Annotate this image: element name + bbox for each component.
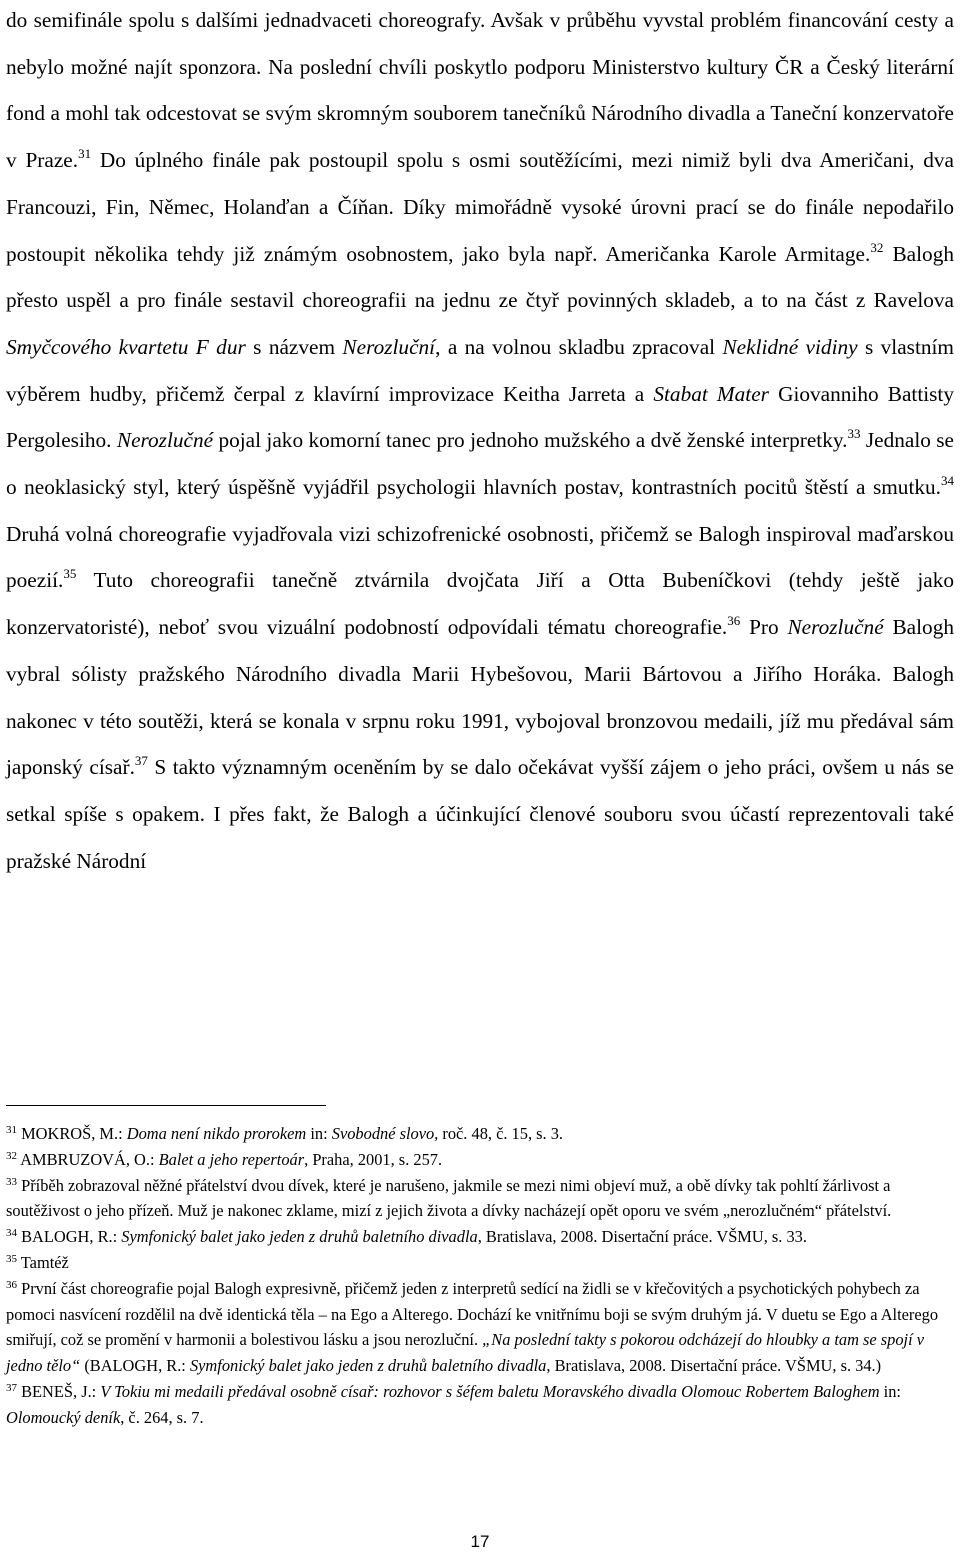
footnote-number: 33 <box>6 1175 17 1188</box>
page-number: 17 <box>470 1532 490 1551</box>
body-text-run: , a na volnou skladbu zpracoval <box>435 334 723 359</box>
footnote-reference: 33 <box>847 426 861 442</box>
body-text-run: Pro <box>740 615 788 640</box>
footnote-italic-title: Olomoucký deník <box>6 1407 121 1427</box>
footnote-text: První část choreografie pojal Balogh expresivně, přičemž jeden z interpretů sedící na židli se v křečovitých a psychotických pohybech za pomoci nasvícení rozdělil na dvě identická těla – na Ego a Alterego. Dochází ke vnitřnímu boji se svým druhým já. V duetu se Ego a Alterego smiřují, což se promění v harmonii a bolestivou lásku a jsou nerozluční. <box>6 1278 939 1350</box>
footnote-italic-title: Symfonický balet jako jeden z druhů baletního divadla <box>189 1356 547 1376</box>
body-text-run: Balogh přesto uspěl a pro finále sestavil choreografii na jednu ze čtyř povinných skladeb, a to na část z Ravelova <box>6 241 954 313</box>
footnote-reference: 32 <box>870 239 884 255</box>
footnote-reference: 31 <box>78 146 92 162</box>
footnote-number: 35 <box>6 1252 17 1265</box>
footnote-35 <box>6 1250 950 1276</box>
body-text-run: Giovanniho Battisty Pergolesiho. <box>6 381 955 453</box>
footnote-32 <box>6 1147 950 1173</box>
footnotes <box>6 1121 950 1431</box>
footnote-text: MOKROŠ, M.: <box>17 1124 127 1143</box>
italic-title: Neklidné vidiny <box>722 334 858 359</box>
italic-title: Nerozlučné <box>116 428 214 453</box>
body-text-run: s názvem <box>245 334 343 359</box>
footnote-31 <box>6 1121 950 1147</box>
footnote-reference: 37 <box>134 753 148 769</box>
footnote-text: Příběh zobrazoval něžné přátelství dvou dívek, které je narušeno, jakmile se mezi nimi objeví muž, a obě dívky tak pohltí žárlivost a soutěživost o jeho přízeň. Muž je nakonec zklame, mizí z jejich života a dívky nacházejí opět oporu ve svém „nerozlučném“ přátelství. <box>6 1175 892 1221</box>
footnote-text: AMBRUZOVÁ, O.: <box>17 1149 159 1169</box>
footnote-text: in: <box>306 1124 332 1143</box>
footnote-36 <box>6 1276 950 1379</box>
italic-title: Smyčcového kvartetu F dur <box>6 334 246 359</box>
body-text-run: do semifinále spolu s dalšími jednadvaceti choreografy. Avšak v průběhu vyvstal problém financování cesty a nebylo možné najít sponzora. Na poslední chvíli poskytlo podporu Ministerstvo kultury ČR a Český literární fond a mohl tak odcestovat se svým skromným souborem tanečníků Národního divadla a Taneční konzervatoře v Praze. <box>6 8 954 173</box>
footnote-italic-title: Symfonický balet jako jeden z druhů baletního divadla <box>121 1227 478 1247</box>
footnote-italic-title: Svobodné slovo, <box>331 1124 439 1143</box>
footnote-reference: 36 <box>727 613 741 629</box>
footnote-reference: 35 <box>63 566 77 582</box>
footnote-number: 32 <box>6 1149 17 1162</box>
body-text-run: Balogh vybral sólisty pražského Národního divadla Marii Hybešovou, Marii Bártovou a Jiřího Horáka. Balogh nakonec v této soutěži, která se konala v srpnu roku 1991, vybojoval bronzovou medaili, jíž mu předával sám japonský císař. <box>6 615 954 780</box>
footnote-34 <box>6 1224 950 1250</box>
italic-title: Stabat Mater <box>653 381 769 406</box>
italic-title: Nerozluční <box>342 334 436 359</box>
footnote-reference: 34 <box>941 473 954 489</box>
footnote-number: 37 <box>6 1381 17 1394</box>
footnote-italic-title: V Tokiu mi medaili předával osobně císař: rozhovor s šéfem baletu Moravského divadla Olomouc Robertem Baloghem <box>100 1381 880 1401</box>
footnote-italic-title: „Na poslední takty s pokorou odcházejí do hloubky a tam se spojí v jedno tělo“ <box>6 1330 925 1376</box>
footnote-number: 34 <box>6 1227 17 1240</box>
footnote-text: BENEŠ, J.: <box>17 1381 101 1401</box>
footnote-text: , Bratislava, 2008. Disertační práce. VŠMU, s. 33. <box>477 1227 807 1247</box>
footnote-text: , Bratislava, 2008. Disertační práce. VŠMU, s. 34.) <box>546 1356 882 1376</box>
footnote-text: roč. 48, č. 15, s. 3. <box>438 1124 564 1143</box>
footnote-italic-title: Balet a jeho repertoár <box>158 1149 305 1169</box>
footnote-text: , Praha, 2001, s. 257. <box>304 1149 443 1169</box>
footnote-37 <box>6 1379 950 1431</box>
footnote-text: BALOGH, R.: <box>17 1227 122 1247</box>
body-text-run: Tuto choreografii tanečně ztvárnila dvojčata Jiří a Otta Bubeníčkovi (tehdy ještě jako konzervatoristé), neboť svou vizuální podobností odpovídali tématu choreografie. <box>6 568 954 640</box>
footnote-italic-title: Doma není nikdo prorokem <box>126 1124 307 1143</box>
footnote-text: in: <box>879 1381 901 1401</box>
body-text-run: Jednalo se o neoklasický styl, který úspěšně vyjádřil psychologii hlavních postav, kontrastních pocitů štěstí a smutku. <box>6 428 955 500</box>
footnote-text: , č. 264, s. 7. <box>120 1407 204 1427</box>
body-text-run: s vlastním výběrem hudby, přičemž čerpal z klavírní improvizace Keitha Jarreta a <box>6 334 955 406</box>
body-paragraph <box>6 0 954 884</box>
body-text-run: pojal jako komorní tanec pro jednoho mužského a dvě ženské interpretky. <box>213 428 848 453</box>
body-text-run: Druhá volná choreografie vyjadřovala vizi schizofrenické osobnosti, přičemž se Balogh inspiroval maďarskou poezií. <box>6 521 954 593</box>
footnote-separator <box>6 1105 326 1106</box>
footnote-text: (BALOGH, R.: <box>80 1356 190 1376</box>
footnote-number: 31 <box>6 1124 17 1136</box>
footnote-text: Tamtéž <box>17 1252 69 1272</box>
footnote-number: 36 <box>6 1278 17 1291</box>
footnote-33 <box>6 1173 950 1225</box>
body-text-run: S takto významným oceněním by se dalo očekávat vyšší zájem o jeho práci, ovšem u nás se setkal spíše s opakem. I přes fakt, že Balogh a účinkující členové souboru svou účastí reprezentovali také pražské Národní <box>6 755 954 873</box>
italic-title: Nerozlučné <box>787 615 884 640</box>
body-text-run: Do úplného finále pak postoupil spolu s osmi soutěžícími, mezi nimiž byli dva Američani, dva Francouzi, Fin, Němec, Holanďan a Číňan. Díky mimořádně vysoké úrovni prací se do finále nepodařilo postoupit několika tehdy již známým osobnostem, jako byla např. Američanka Karole Armitage. <box>6 148 954 266</box>
